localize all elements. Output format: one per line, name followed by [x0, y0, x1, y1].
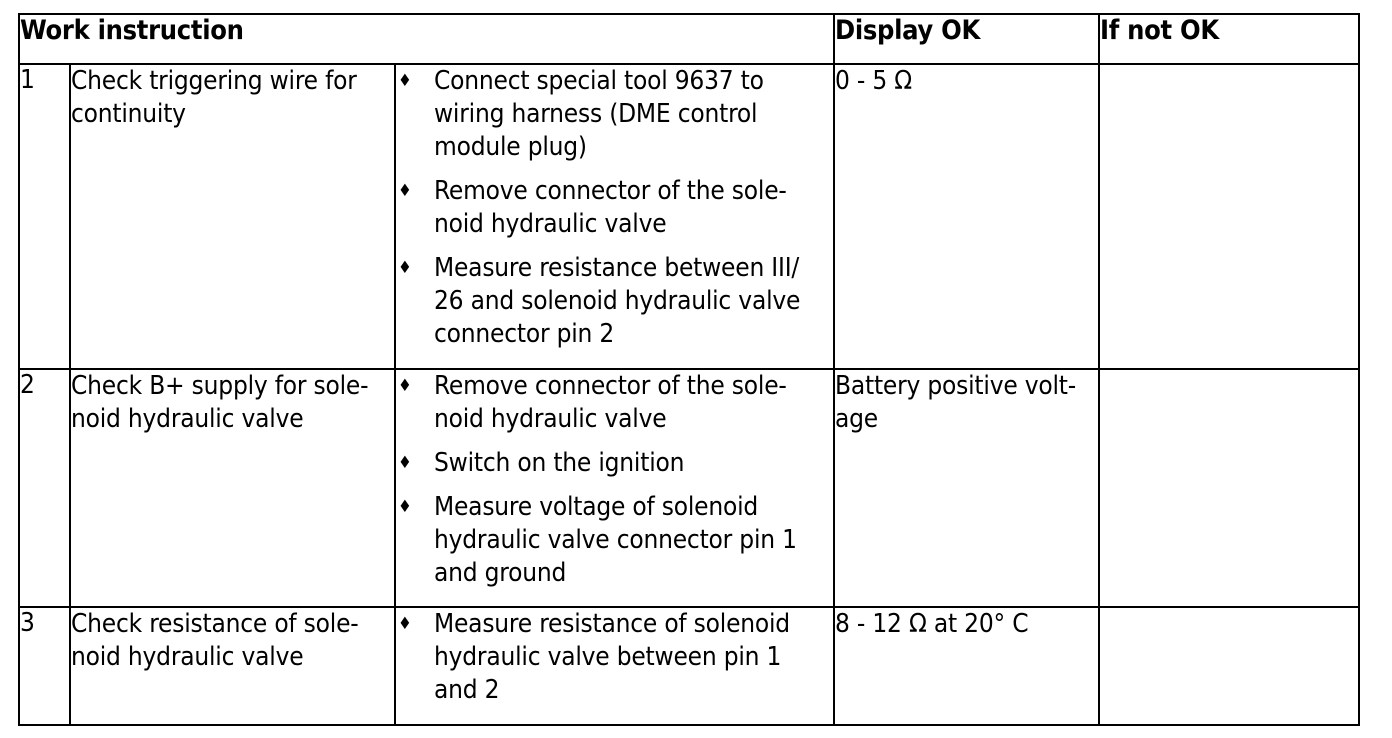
- step-text: Measure resistance of solenoid hydraulic valve between pin 1 and 2: [434, 609, 790, 705]
- step-list: [396, 65, 833, 351]
- diamond-bullet-icon: ♦: [398, 376, 412, 396]
- table-header-row: [19, 14, 1359, 64]
- list-item: [396, 65, 833, 164]
- step-list: [396, 370, 833, 590]
- list-item: [396, 252, 833, 351]
- step-text: Remove connector of the sole- noid hydraulic valve: [434, 176, 787, 239]
- step-text: Connect special tool 9637 to wiring harness (DME control module plug): [434, 66, 764, 162]
- task-description: [70, 607, 395, 725]
- step-list: [396, 608, 833, 707]
- list-item: [396, 491, 833, 590]
- task-text: Check resistance of sole- noid hydraulic valve: [71, 609, 359, 672]
- row-number: 2: [19, 369, 70, 607]
- step-text: Measure resistance between III/ 26 and solenoid hydraulic valve connector pin 2: [434, 253, 801, 349]
- step-text: Switch on the ignition: [434, 448, 685, 478]
- if-not-ok-value: [1099, 607, 1359, 725]
- table-row: [19, 607, 1359, 725]
- display-ok-text: Battery positive volt- age: [835, 371, 1077, 434]
- step-list-cell: [395, 64, 834, 369]
- diamond-bullet-icon: ♦: [398, 181, 412, 201]
- display-ok-value: 0 - 5 Ω: [834, 64, 1099, 369]
- task-text: Check triggering wire for continuity: [71, 66, 357, 129]
- display-ok-value: [834, 369, 1099, 607]
- table-row: [19, 64, 1359, 369]
- diamond-bullet-icon: ♦: [398, 614, 412, 634]
- header-display-ok: Display OK: [834, 14, 1099, 64]
- row-number: 3: [19, 607, 70, 725]
- list-item: [396, 175, 833, 241]
- table-row: [19, 369, 1359, 607]
- list-item: [396, 608, 833, 707]
- step-text: Remove connector of the sole- noid hydraulic valve: [434, 371, 787, 434]
- diamond-bullet-icon: ♦: [398, 258, 412, 278]
- diamond-bullet-icon: ♦: [398, 453, 412, 473]
- header-work-instruction: Work instruction: [19, 14, 834, 64]
- header-if-not-ok: If not OK: [1099, 14, 1359, 64]
- list-item: [396, 370, 833, 436]
- if-not-ok-value: [1099, 64, 1359, 369]
- list-item: [396, 447, 833, 480]
- display-ok-value: 8 - 12 Ω at 20° C: [834, 607, 1099, 725]
- step-list-cell: [395, 369, 834, 607]
- diamond-bullet-icon: ♦: [398, 497, 412, 517]
- step-list-cell: [395, 607, 834, 725]
- task-text: Check B+ supply for sole- noid hydraulic valve: [71, 371, 369, 434]
- step-text: Measure voltage of solenoid hydraulic valve connector pin 1 and ground: [434, 492, 797, 588]
- row-number: 1: [19, 64, 70, 369]
- task-description: [70, 64, 395, 369]
- diamond-bullet-icon: ♦: [398, 71, 412, 91]
- task-description: [70, 369, 395, 607]
- work-instruction-table: [18, 13, 1360, 726]
- if-not-ok-value: [1099, 369, 1359, 607]
